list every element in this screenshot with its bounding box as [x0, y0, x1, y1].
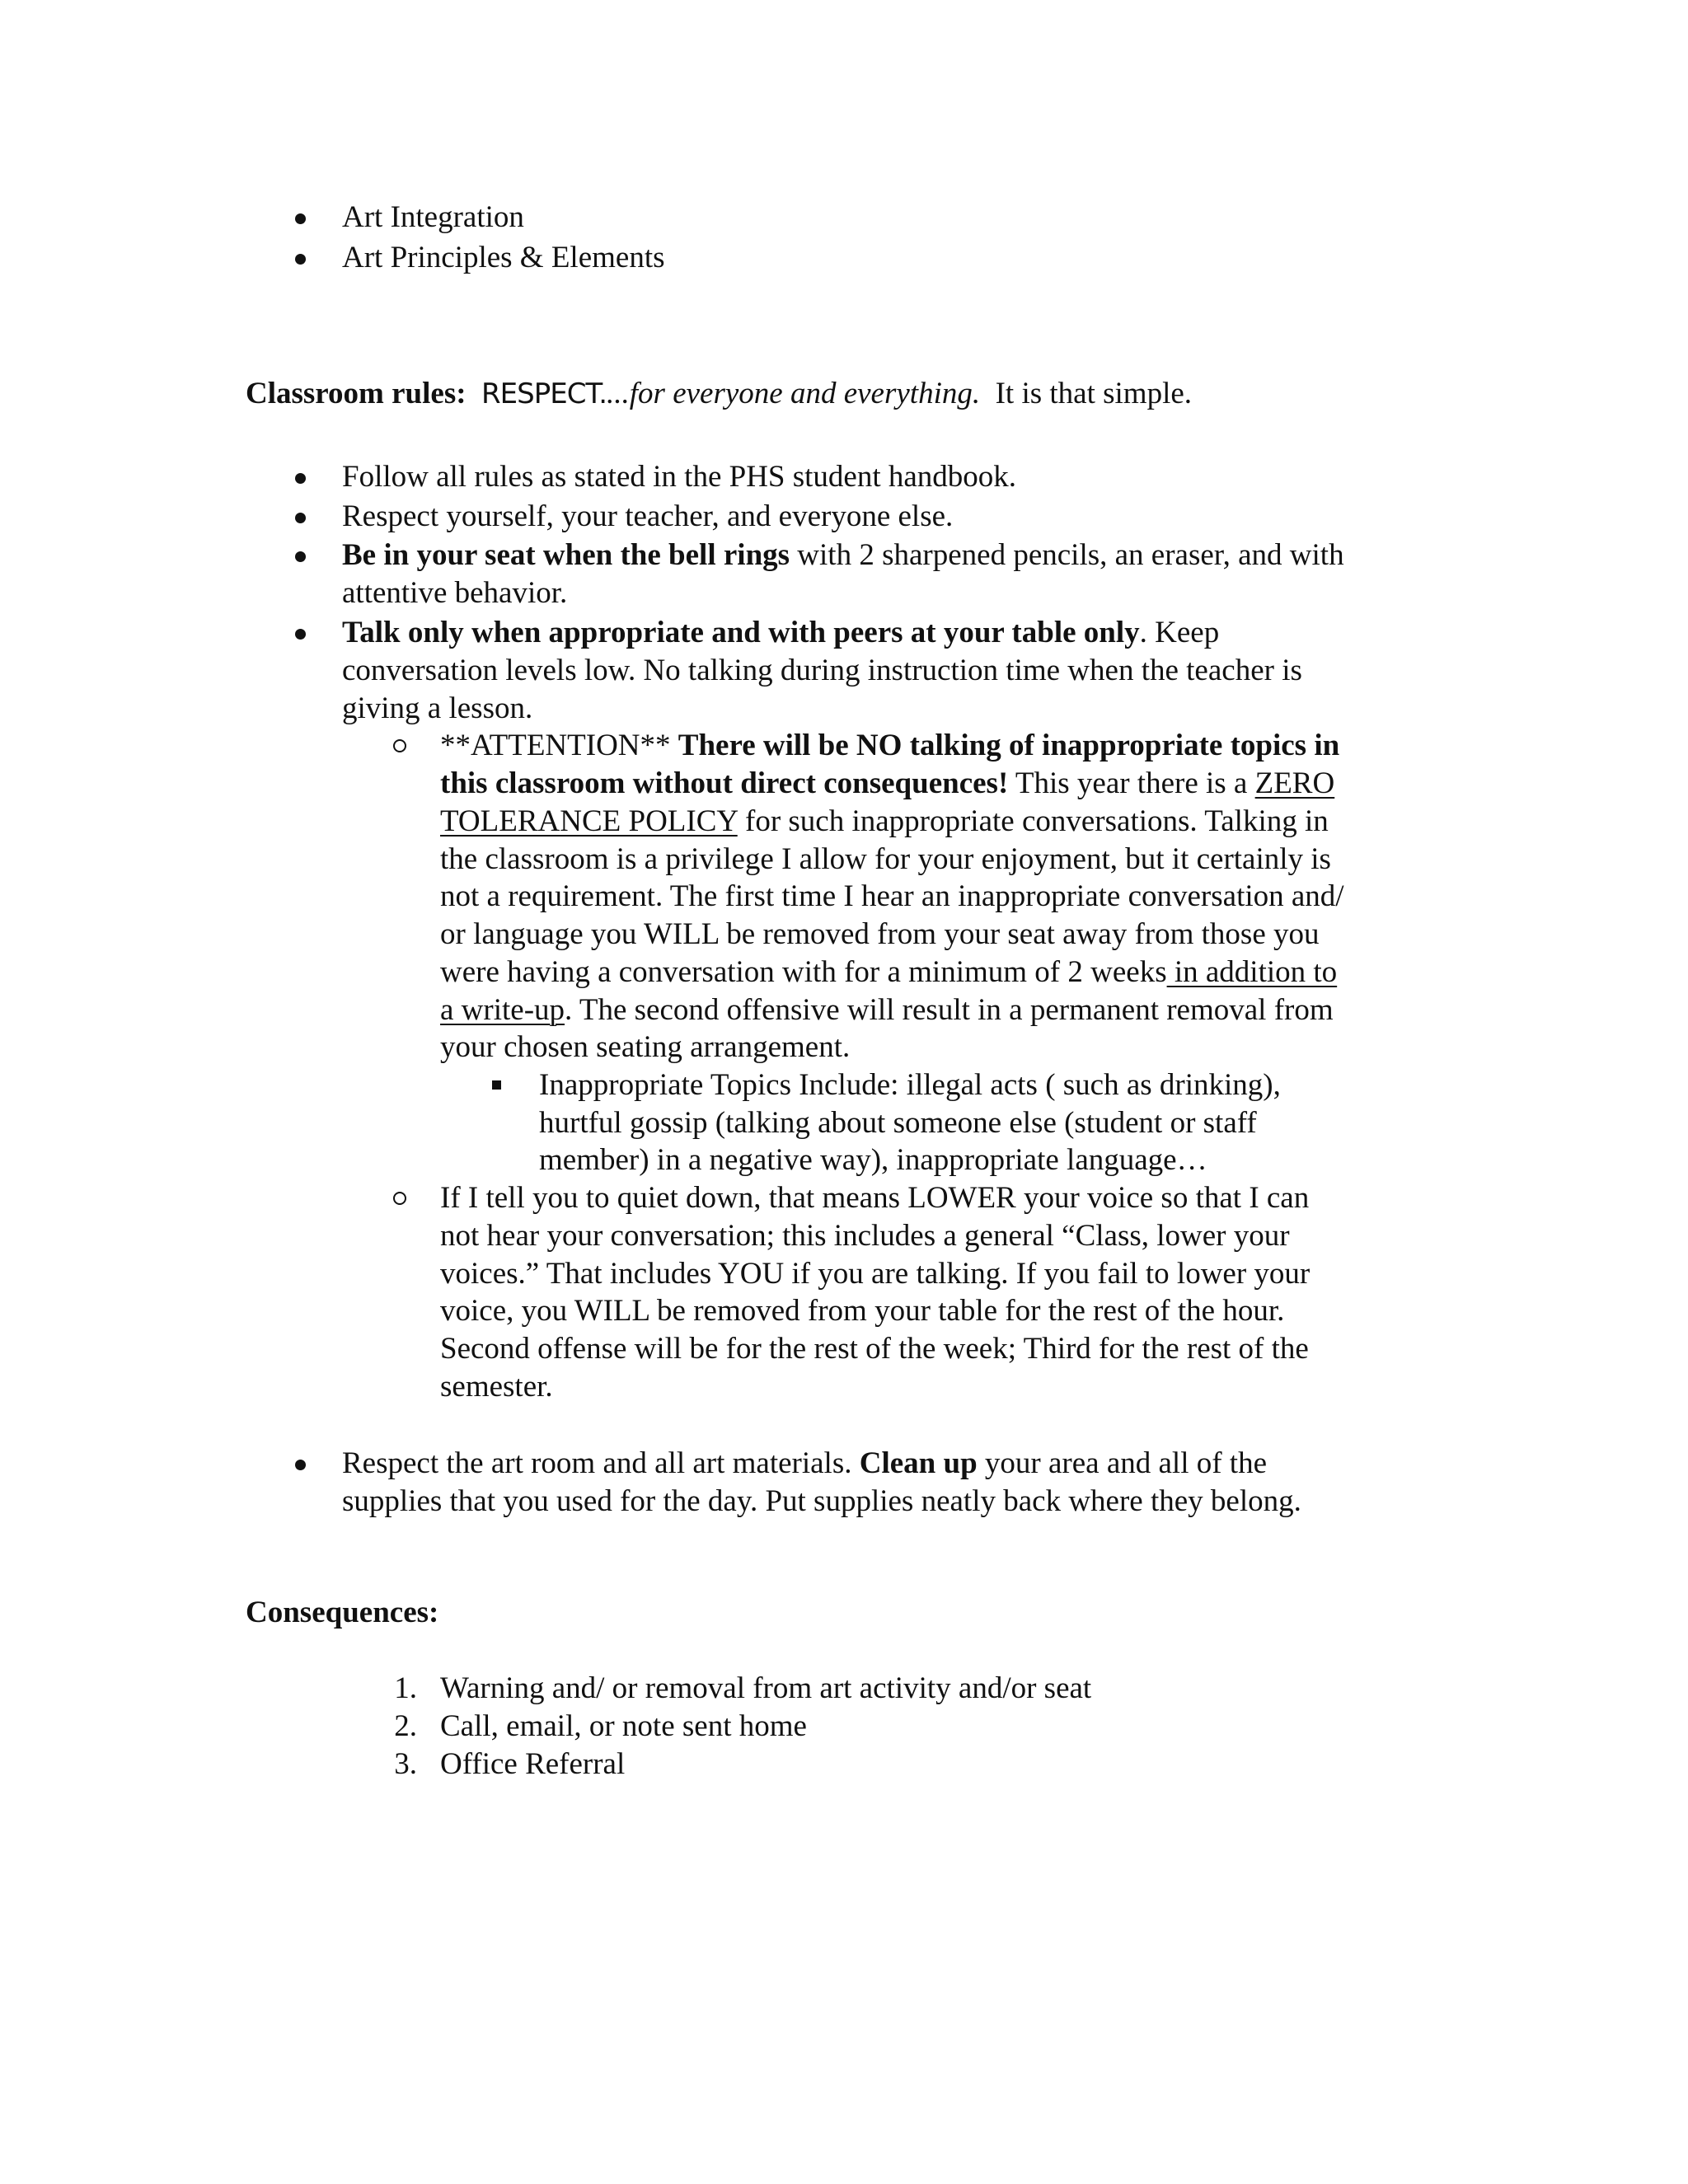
bullet-icon: [295, 213, 306, 224]
consequence-text: Call, email, or note sent home: [440, 1709, 807, 1743]
square-bullet-icon: [492, 1080, 501, 1090]
rule-text: attentive behavior.: [342, 576, 568, 610]
attention-text: not a requirement. The first time I hear an inappropriate conversation and/: [440, 879, 1344, 913]
topics-text: Inappropriate Topics Include: illegal acts ( such as drinking),: [539, 1068, 1281, 1102]
rule-text: with 2 sharpened pencils, an eraser, and with: [790, 538, 1344, 572]
attention-text: the classroom is a privilege I allow for your enjoyment, but it certainly is: [440, 842, 1331, 876]
consequence-text: Warning and/ or removal from art activity and/or seat: [440, 1671, 1092, 1705]
rule-text: Follow all rules as stated in the PHS student handbook.: [342, 460, 1017, 494]
underlined-text: TOLERANCE POLICY: [440, 804, 738, 838]
attention-text: for such inappropriate conversations. Talking in: [737, 804, 1329, 838]
attention-bold-text: There will be NO talking of inappropriate topics in: [678, 729, 1340, 762]
list-item-text: Art Integration: [342, 200, 524, 234]
bullet-icon: [295, 551, 306, 562]
bullet-icon: [295, 1460, 306, 1470]
attention-text: This year there is a: [1008, 766, 1255, 800]
underlined-text: in addition to: [1166, 955, 1338, 989]
item-number: 1.: [394, 1671, 417, 1705]
attention-text: or language you WILL be removed from your seat away from those you: [440, 917, 1320, 951]
attention-label: **ATTENTION**: [440, 729, 678, 762]
attention-text: . The second offensive will result in a permanent removal from: [565, 993, 1334, 1027]
attention-bold-text: this classroom without direct consequences!: [440, 766, 1009, 800]
circle-bullet-icon: [393, 1192, 406, 1205]
quiet-text: voices.” That includes YOU if you are talking. If you fail to lower your: [440, 1257, 1311, 1291]
bullet-icon: [295, 254, 306, 265]
bullet-icon: [295, 513, 306, 523]
rule-text: your area and all of the: [977, 1446, 1267, 1480]
item-number: 2.: [394, 1709, 417, 1743]
rule-text: conversation levels low. No talking during instruction time when the teacher is: [342, 654, 1302, 687]
attention-text: your chosen seating arrangement.: [440, 1030, 851, 1064]
rule-bold-text: Clean up: [859, 1446, 978, 1480]
rule-bold-text: Talk only when appropriate and with peers at your table only: [342, 616, 1140, 649]
underlined-text: a write-up: [440, 993, 565, 1027]
topics-text: member) in a negative way), inappropriate language…: [539, 1143, 1207, 1177]
bullet-icon: [295, 629, 306, 640]
rules-tagline-tail: It is that simple.: [995, 377, 1193, 410]
underlined-text: ZERO: [1254, 766, 1335, 800]
attention-text: were having a conversation with for a minimum of 2 weeks: [440, 955, 1167, 989]
quiet-text: semester.: [440, 1370, 553, 1404]
quiet-text: not hear your conversation; this includes a general “Class, lower your: [440, 1219, 1290, 1253]
consequences-heading: Consequences:: [246, 1596, 439, 1629]
topics-text: hurtful gossip (talking about someone else (student or staff: [539, 1106, 1257, 1140]
rule-text: . Keep: [1139, 616, 1220, 649]
quiet-text: voice, you WILL be removed from your table for the rest of the hour.: [440, 1294, 1285, 1328]
item-number: 3.: [394, 1747, 417, 1781]
rule-text: giving a lesson.: [342, 691, 533, 725]
consequence-text: Office Referral: [440, 1747, 626, 1781]
rule-bold-text: Be in your seat when the bell rings: [342, 538, 790, 572]
rules-heading: Classroom rules:: [246, 377, 467, 410]
bullet-icon: [295, 473, 306, 484]
rule-text: Respect yourself, your teacher, and everyone else.: [342, 499, 954, 533]
rule-text: supplies that you used for the day. Put supplies neatly back where they belong.: [342, 1484, 1301, 1518]
quiet-text: If I tell you to quiet down, that means LOWER your voice so that I can: [440, 1181, 1310, 1215]
list-item-text: Art Principles & Elements: [342, 241, 665, 274]
rules-tagline: ...for everyone and everything.: [607, 377, 981, 410]
respect-word: RESPECT.: [481, 377, 607, 410]
quiet-text: Second offense will be for the rest of the week; Third for the rest of the: [440, 1332, 1309, 1366]
rule-text: Respect the art room and all art materials.: [342, 1446, 860, 1480]
circle-bullet-icon: [393, 739, 406, 752]
